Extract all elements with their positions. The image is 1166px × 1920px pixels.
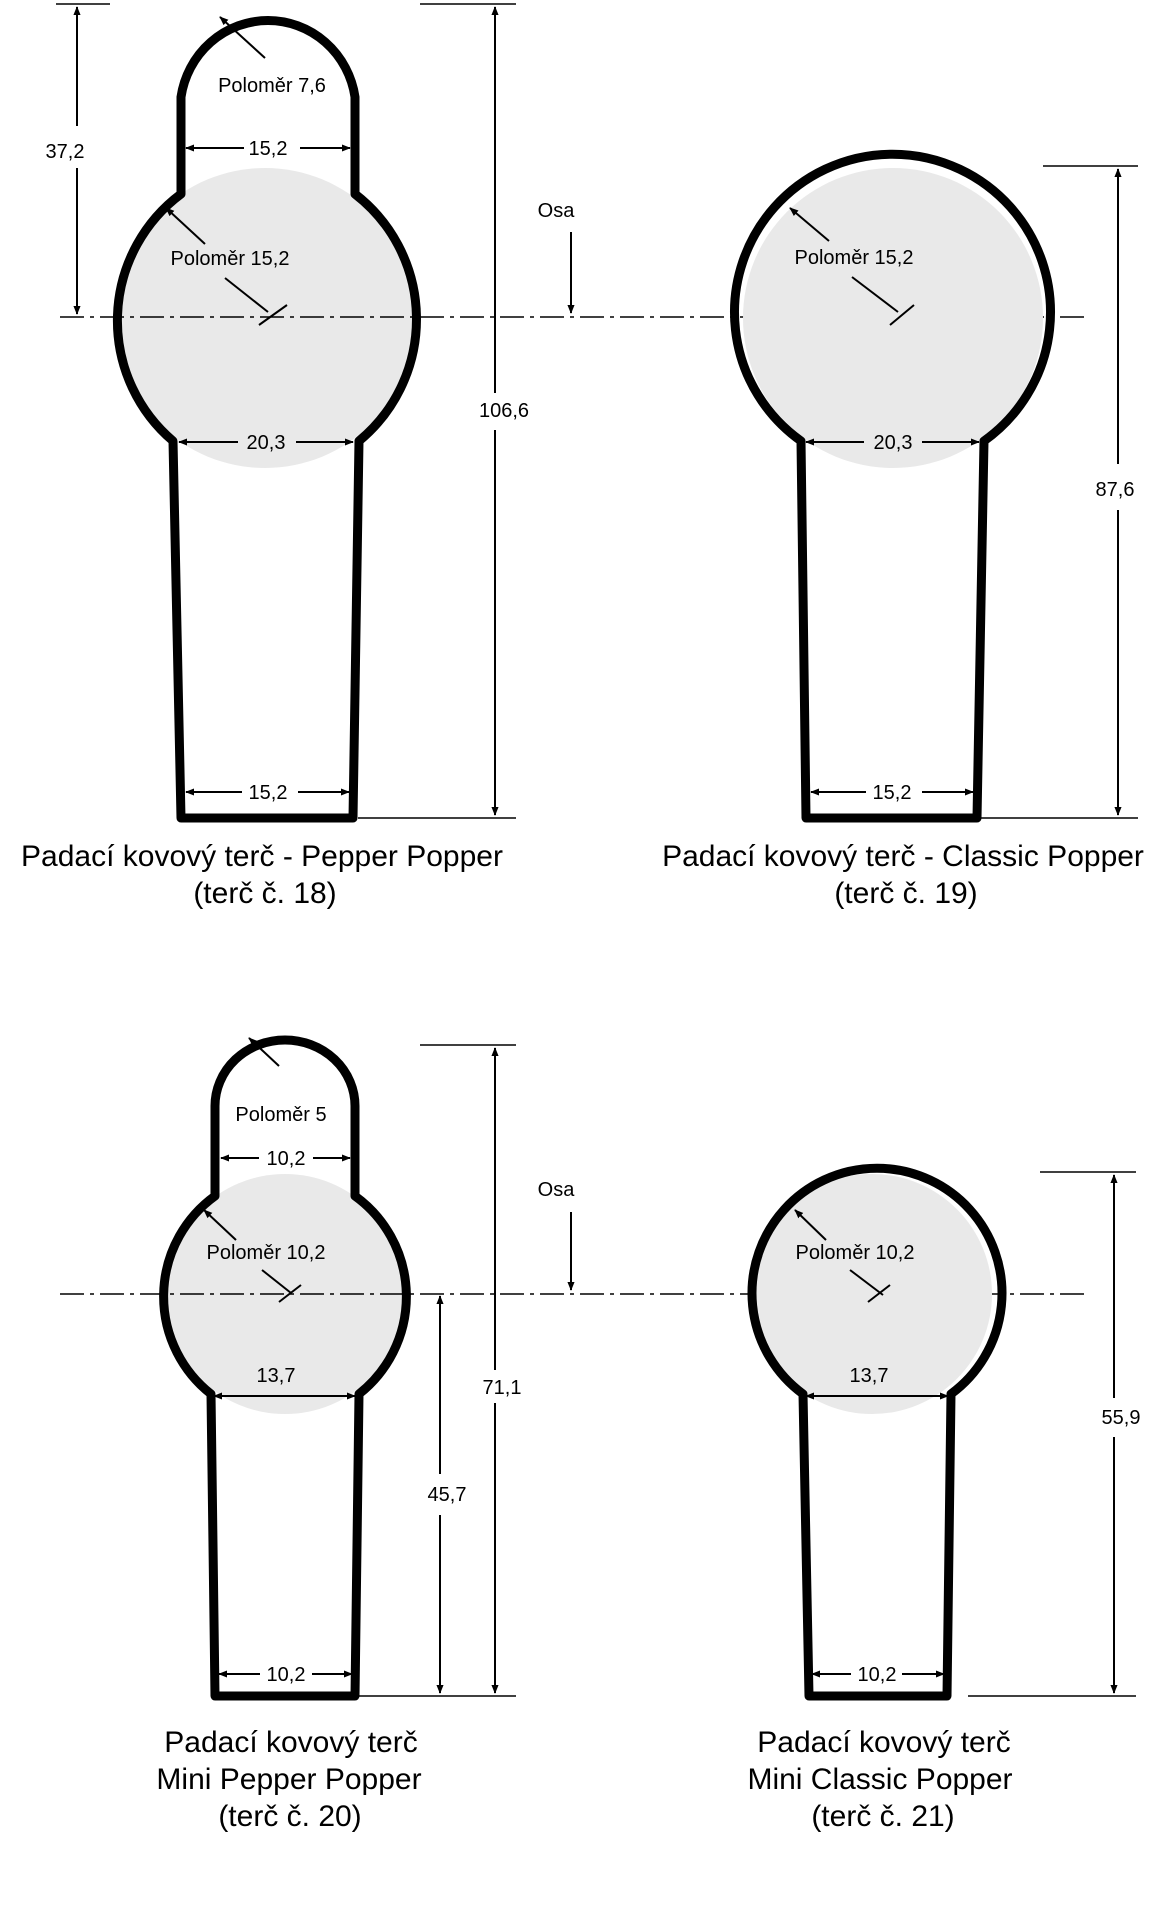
classic-popper-neck-bottom-dim: 20,3 (873, 432, 913, 454)
mini-classic-popper-neck-bottom-dim: 13,7 (849, 1365, 889, 1387)
mini-classic-popper-caption-line3: (terč č. 21) (811, 1800, 955, 1833)
pepper-popper-caption-line2: (terč č. 18) (193, 877, 337, 910)
mini-pepper-popper-neck-bottom-dim: 13,7 (256, 1365, 296, 1387)
classic-popper-body-shade (743, 168, 1043, 468)
pepper-popper-caption-line1: Padací kovový terč - Pepper Popper (21, 840, 503, 873)
mini-pepper-popper-caption-line1: Padací kovový terč (164, 1726, 418, 1759)
pepper-popper-head-height-dim: 37,2 (45, 141, 85, 163)
mini-classic-popper-base-dim: 10,2 (857, 1664, 897, 1686)
mini-pepper-popper-axis-height-dim: 45,7 (427, 1484, 467, 1506)
classic-popper-radius-body-label: Poloměr 15,2 (794, 247, 914, 269)
mini-pepper-popper-base-dim: 10,2 (266, 1664, 306, 1686)
mini-pepper-popper-neck-top-dim: 10,2 (266, 1148, 306, 1170)
mini-pepper-popper-figure (156, 1038, 575, 1833)
classic-popper-caption-line2: (terč č. 19) (834, 877, 978, 910)
classic-popper-base-dim: 15,2 (872, 782, 912, 804)
pepper-popper-figure (21, 4, 575, 910)
mini-pepper-popper-total-height-dim: 71,1 (482, 1377, 522, 1399)
pepper-popper-radius-body-label: Poloměr 15,2 (170, 248, 290, 270)
mini-classic-popper-caption-line1: Padací kovový terč (757, 1726, 1011, 1759)
classic-popper-total-height-dim: 87,6 (1095, 479, 1135, 501)
mini-pepper-popper-caption-line2: Mini Pepper Popper (156, 1763, 422, 1796)
pepper-popper-radius-top-label: Poloměr 7,6 (218, 75, 326, 97)
pepper-popper-base-dim: 15,2 (248, 782, 288, 804)
mini-pepper-popper-radius-top-label: Poloměr 5 (235, 1104, 327, 1126)
bottom-axis-label: Osa (537, 1179, 575, 1201)
mini-pepper-popper-caption-line3: (terč č. 20) (218, 1800, 362, 1833)
classic-popper-caption-line1: Padací kovový terč - Classic Popper (662, 840, 1144, 873)
top-axis-label: Osa (537, 200, 575, 222)
classic-popper-figure (662, 154, 1144, 910)
pepper-popper-total-height-dim: 106,6 (478, 400, 530, 422)
mini-pepper-popper-radius-body-label: Poloměr 10,2 (206, 1242, 326, 1264)
mini-classic-popper-radius-body-label: Poloměr 10,2 (795, 1242, 915, 1264)
mini-classic-popper-total-height-dim: 55,9 (1101, 1407, 1141, 1429)
pepper-popper-neck-top-dim: 15,2 (248, 138, 288, 160)
mini-classic-popper-figure (747, 1168, 1140, 1833)
mini-classic-popper-caption-line2: Mini Classic Popper (747, 1763, 1013, 1796)
pepper-popper-neck-bottom-dim: 20,3 (246, 432, 286, 454)
